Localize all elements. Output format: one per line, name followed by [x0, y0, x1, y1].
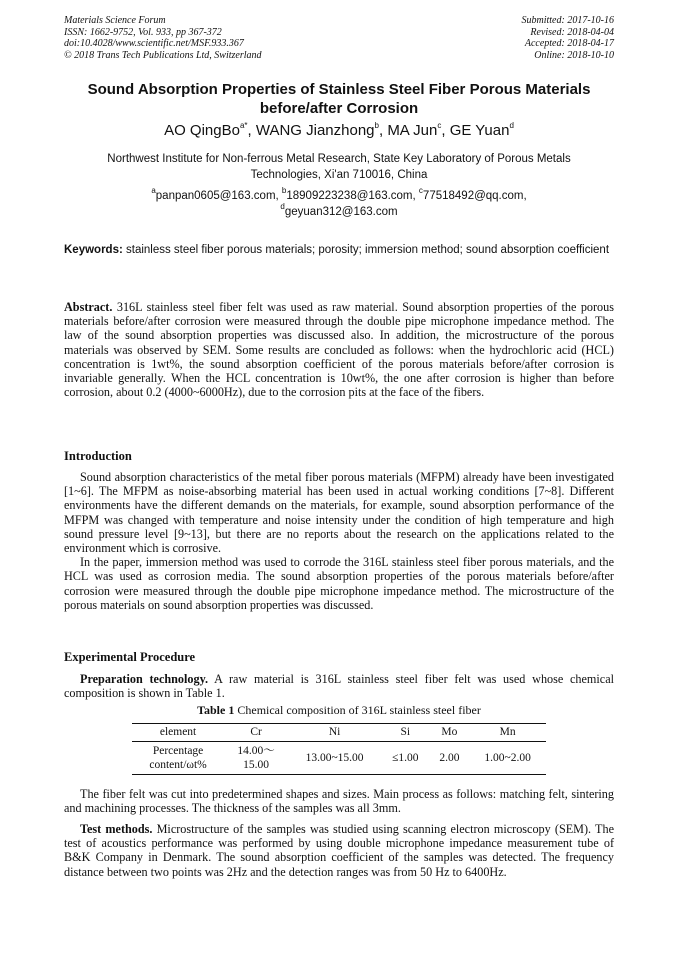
abstract-text: 316L stainless steel fiber felt was used as raw material. Sound absorption properties of the porous materials before/after corrosion were measured through the double pipe microphone impedance method. The law of the sound absorption properties was discussed also. In addition, the microstructure of the porous materials was observed by SEM. Some results are concluded as follows: when the hydrochloric acid (HCL) concentration is 1wt%, the sound absorption coefficient of the porous materials before/after corrosion is invariable generally. When the HCL concentration is 10wt%, the one after corrosion is higher than before corrosion, about 0.2 (4000~6000Hz), due to the corrosion pits at the face of the fibers. [64, 300, 614, 400]
table-header-row [132, 724, 546, 741]
cr-line-2: 15.00 [243, 758, 270, 771]
table-header: Si [381, 724, 430, 741]
author-sup: b [374, 121, 379, 130]
journal-name: Materials Science Forum [64, 15, 166, 26]
prep-text: A raw material is 316L stainless steel fiber felt was used whose chemical composition is shown in Table 1. [64, 672, 614, 701]
table-header: Mo [430, 724, 470, 741]
email-link[interactable]: panpan0605@163.com, [155, 190, 279, 202]
affiliation-line-2: Technologies, Xi'an 710016, China [250, 169, 428, 181]
online-date: Online: 2018-10-10 [534, 49, 614, 61]
abstract [64, 300, 614, 399]
paper-title [64, 80, 614, 118]
introduction-heading: Introduction [64, 449, 132, 463]
journal-info [64, 15, 262, 61]
keywords-text: stainless steel fiber porous materials; porosity; immersion method; sound absorption coefficient [126, 244, 610, 256]
affiliation [64, 151, 614, 183]
table-cell: 1.00~2.00 [469, 741, 546, 774]
author-sup: c [437, 121, 442, 130]
author-sup: a* [239, 121, 248, 130]
prep-label: Preparation technology. [80, 672, 209, 686]
felt-paragraph: The fiber felt was cut into predetermined shapes and sizes. Main process as follows: matching felt, sintering and machining processes. The thickness of the samples was all 3mm. [64, 786, 614, 815]
table-header: Ni [288, 724, 381, 741]
table-row-label [132, 741, 224, 774]
author-list: AO QingBo$^{a*}$, WANG Jianzhong$^b$, MA Jun$^c$, GE Yuan$^d$ [164, 121, 514, 139]
experimental-heading: Experimental Procedure [64, 650, 196, 664]
abstract-label: Abstract. [64, 300, 113, 314]
email-sup: b [281, 186, 287, 196]
title-line-1: Sound Absorption Properties of Stainless Steel Fiber Porous Materials [87, 81, 591, 98]
experimental-section [64, 650, 614, 879]
table-cell-cr [224, 741, 288, 774]
table-cell: 13.00~15.00 [288, 741, 381, 774]
row-label-line-2: content/ωt% [149, 758, 207, 771]
affiliation-line-1: Northwest Institute for Non-ferrous Metal Research, State Key Laboratory of Porous Metals [107, 153, 571, 165]
test-label: Test methods. [80, 822, 153, 837]
table-cell: 2.00 [430, 741, 470, 774]
revised-date: Revised: 2018-04-04 [530, 26, 614, 38]
keywords-label: Keywords: [64, 244, 123, 256]
test-paragraph [64, 822, 614, 879]
table-cell: ≤1.00 [381, 741, 430, 774]
doi-line: doi:10.4028/www.scientific.net/MSF.933.367 [64, 38, 244, 49]
table-caption-text: Chemical composition of 316L stainless steel fiber [237, 703, 481, 718]
row-label-line-1: Percentage [152, 744, 204, 757]
prep-paragraph [64, 672, 614, 700]
email-link[interactable]: geyuan312@163.com [284, 206, 398, 218]
table-header: Mn [469, 724, 546, 741]
author-name: WANG Jianzhong [255, 122, 375, 139]
author-name: AO QingBo [164, 122, 240, 139]
author-name: GE Yuan [449, 122, 510, 139]
accepted-date: Accepted: 2018-04-17 [524, 38, 614, 49]
intro-paragraph-1: Sound absorption characteristics of the metal fiber porous materials (MFPM) already have been investigated [1~6]. The MFPM as noise-absorbing material has been used in actual working conditions [7~8]. Different environments have the different demands on the materials, for example, sound absorption performance of the MFPM was changed with temperature and noise intensity under the condition of high temperature and high sound pressure level [9~13], but there are no reports about the research on the applications related to the environment which is corrosive. [64, 470, 614, 556]
dates-info [522, 15, 615, 61]
table-label: Table 1 [197, 703, 235, 718]
intro-paragraph-2: In the paper, immersion method was used to corrode the 316L stainless steel fiber porous materials, and the HCL was used as corrosion media. The sound absorption properties of the porous materials before/after corrosion were measured through the double pipe microphone impedance method. The microstructure of the porous materials on sound absorption properties was discussed. [64, 555, 614, 612]
author-name: MA Jun [387, 122, 438, 139]
table-header: element [132, 724, 224, 741]
email-link[interactable]: 18909223238@163.com, [286, 190, 416, 202]
table-caption [64, 703, 614, 718]
email-list [64, 188, 614, 220]
copyright-line: © 2018 Trans Tech Publications Ltd, Switzerland [64, 49, 262, 61]
author-sup: d [509, 121, 514, 130]
cr-line-1: 14.00～ [237, 744, 275, 757]
email-sup: d [280, 202, 285, 212]
title-line-2: before/after Corrosion [259, 100, 419, 117]
test-text: Microstructure of the samples was studied using scanning electron microscopy (SEM). The test of acoustics performance was performed by using double microphone impedance measurement tube of B&K Company in Denmark. The sound absorption coefficient of the samples was detected. The frequency distance between two points was 2Hz and the detection ranges was from 50 Hz to 6400Hz. [64, 822, 614, 879]
keywords [64, 241, 614, 259]
email-sup: a [151, 186, 156, 196]
issn-line: ISSN: 1662-9752, Vol. 933, pp 367-372 [64, 26, 222, 38]
submitted-date: Submitted: 2017-10-16 [521, 15, 614, 26]
email-sup: c [418, 186, 423, 196]
email-link[interactable]: 77518492@qq.com, [422, 190, 527, 202]
introduction-section [64, 449, 614, 612]
table-row [132, 741, 546, 774]
composition-table [132, 723, 546, 774]
table-header: Cr [224, 724, 288, 741]
